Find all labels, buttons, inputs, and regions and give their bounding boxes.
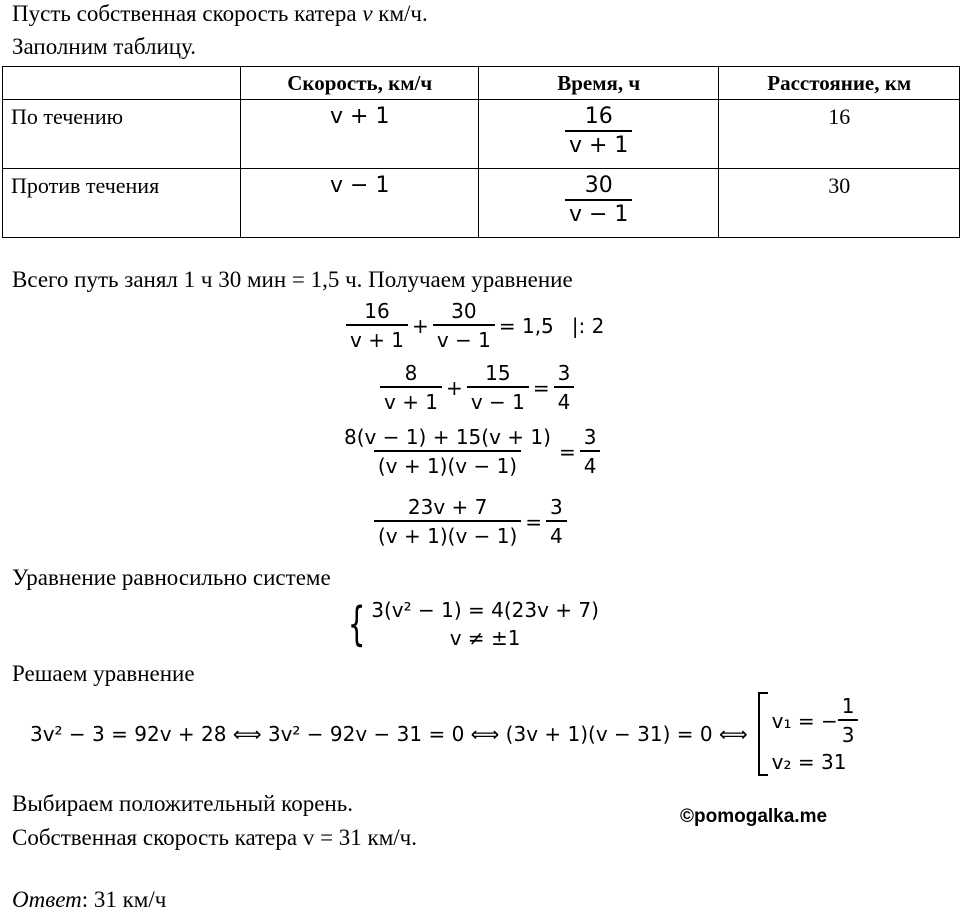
row-time bbox=[479, 169, 719, 238]
equation-rhs: = 1,5 bbox=[498, 314, 554, 338]
table-row bbox=[3, 169, 960, 238]
row-speed: v − 1 bbox=[241, 169, 479, 238]
variable-v: v bbox=[362, 1, 373, 26]
system-block bbox=[342, 596, 599, 652]
square-bracket-icon bbox=[758, 692, 768, 776]
fraction-denominator: 4 bbox=[546, 520, 567, 550]
solve-chain-block bbox=[30, 692, 858, 776]
fraction bbox=[580, 424, 601, 480]
fraction-numerator: 23v + 7 bbox=[407, 495, 488, 519]
fraction-numerator: 30 bbox=[451, 299, 477, 323]
fraction bbox=[374, 494, 521, 550]
fraction-numerator: 3 bbox=[583, 425, 597, 449]
fraction-numerator: 3 bbox=[557, 361, 571, 385]
fraction-numerator: 16 bbox=[364, 299, 390, 323]
intro-line-2: Заполним таблицу. bbox=[12, 34, 197, 59]
header-empty bbox=[3, 67, 241, 100]
table-header-row bbox=[3, 67, 960, 100]
answer-value: : 31 км/ч bbox=[81, 887, 167, 912]
system-lines bbox=[371, 596, 599, 652]
system-line-1: 3(v² − 1) = 4(23v + 7) bbox=[371, 598, 599, 622]
header-time: Время, ч bbox=[479, 67, 719, 100]
fraction-denominator: 3 bbox=[838, 719, 859, 749]
fraction bbox=[380, 360, 442, 416]
fraction-denominator: v + 1 bbox=[565, 130, 632, 160]
row-distance: 16 bbox=[719, 100, 960, 169]
answer-line bbox=[12, 886, 166, 914]
equation-3 bbox=[340, 424, 600, 480]
intro-line-1 bbox=[12, 0, 428, 28]
equation-2 bbox=[380, 360, 574, 416]
solve-chain: 3v² − 3 = 92v + 28 ⟺ 3v² − 92v − 31 = 0 ⟺ (3v + 1)(v − 31) = 0 ⟺ bbox=[30, 722, 748, 746]
fraction-numerator: 8(v − 1) + 15(v + 1) bbox=[344, 425, 551, 449]
division-note: |: 2 bbox=[571, 314, 605, 338]
fraction-numerator: 1 bbox=[841, 694, 855, 718]
row-time bbox=[479, 100, 719, 169]
fraction-denominator: 4 bbox=[580, 450, 601, 480]
row-distance: 30 bbox=[719, 169, 960, 238]
equation-1 bbox=[346, 298, 604, 354]
plus-sign: + bbox=[446, 376, 463, 400]
roots bbox=[772, 693, 859, 775]
system-intro: Уравнение равносильно системе bbox=[12, 565, 331, 590]
fraction-denominator: v − 1 bbox=[433, 324, 495, 354]
equation-4 bbox=[374, 494, 567, 550]
fraction-numerator: 30 bbox=[584, 173, 613, 198]
fraction-denominator: v + 1 bbox=[380, 386, 442, 416]
answer-label: Ответ bbox=[12, 887, 82, 912]
fraction bbox=[433, 298, 495, 354]
row-speed: v + 1 bbox=[241, 100, 479, 169]
solve-intro: Решаем уравнение bbox=[12, 661, 195, 686]
row-label: По течению bbox=[3, 100, 241, 169]
root-2: v₂ = 31 bbox=[771, 750, 847, 774]
time-fraction bbox=[565, 173, 632, 229]
fraction-denominator: v − 1 bbox=[467, 386, 529, 416]
system-line-2: v ≠ ±1 bbox=[449, 626, 521, 650]
total-line: Всего путь занял 1 ч 30 мин = 1,5 ч. Получаем уравнение bbox=[12, 267, 573, 292]
fraction-denominator: (v + 1)(v − 1) bbox=[374, 450, 521, 480]
fraction bbox=[346, 298, 408, 354]
data-table bbox=[2, 66, 960, 238]
fraction-numerator: 15 bbox=[485, 361, 511, 385]
intro-prefix: Пусть собственная скорость катера bbox=[12, 1, 363, 26]
fraction-numerator: 16 bbox=[584, 104, 613, 129]
header-distance: Расстояние, км bbox=[719, 67, 960, 100]
fraction bbox=[546, 494, 567, 550]
time-fraction bbox=[565, 104, 632, 160]
fraction-denominator: (v + 1)(v − 1) bbox=[374, 520, 521, 550]
equals-sign: = bbox=[525, 510, 543, 534]
fraction-numerator: 3 bbox=[550, 495, 563, 519]
fraction bbox=[467, 360, 529, 416]
root-1-lhs: v₁ = − bbox=[771, 709, 838, 733]
plus-sign: + bbox=[412, 314, 429, 338]
fraction bbox=[838, 693, 859, 749]
fraction-denominator: v − 1 bbox=[565, 199, 632, 229]
result-line: Собственная скорость катера v = 31 км/ч. bbox=[12, 825, 417, 850]
header-speed: Скорость, км/ч bbox=[241, 67, 479, 100]
fraction-numerator: 8 bbox=[404, 361, 418, 385]
fraction-denominator: v + 1 bbox=[346, 324, 408, 354]
table-row bbox=[3, 100, 960, 169]
equals-sign: = bbox=[532, 376, 550, 400]
watermark: ©pomogalka.me bbox=[680, 806, 828, 827]
fraction bbox=[340, 424, 555, 480]
equals-sign: = bbox=[558, 440, 576, 464]
left-brace-icon: { bbox=[347, 597, 366, 651]
root-1 bbox=[772, 693, 859, 749]
intro-suffix: км/ч. bbox=[372, 1, 428, 26]
choose-line: Выбираем положительный корень. bbox=[12, 791, 353, 816]
fraction-denominator: 4 bbox=[554, 386, 575, 416]
fraction bbox=[554, 360, 575, 416]
row-label: Против течения bbox=[3, 169, 241, 238]
